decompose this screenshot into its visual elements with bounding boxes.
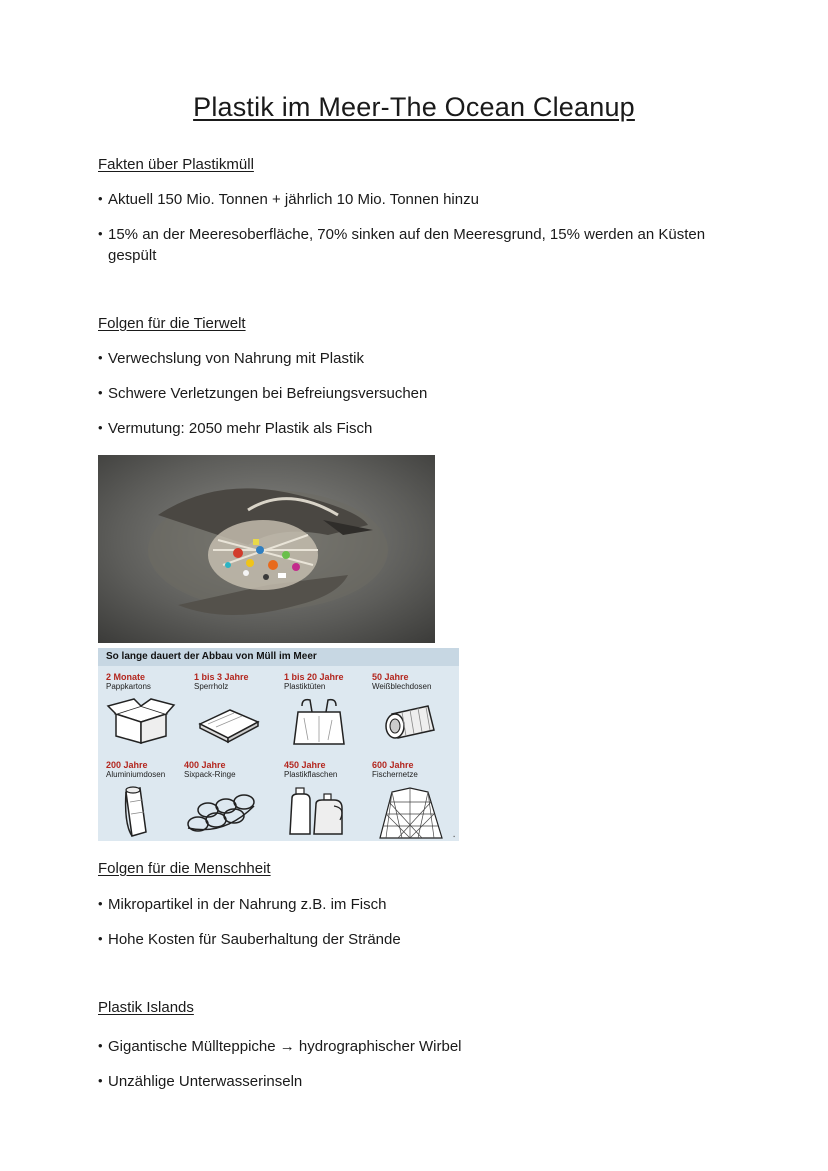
infographic-title: So lange dauert der Abbau von Müll im Meer <box>98 648 459 666</box>
section-heading-wildlife: Folgen für die Tierwelt <box>98 315 246 332</box>
aluminium-can-icon <box>106 784 176 840</box>
bullet-icon: • <box>98 226 103 241</box>
degradation-item: 1 bis 20 Jahre Plastiktüten <box>284 672 370 748</box>
section-heading-humanity: Folgen für die Menschheit <box>98 860 271 877</box>
bullet-icon: • <box>98 931 103 946</box>
bullet-icon: • <box>98 1073 103 1088</box>
bullet-icon: • <box>98 896 103 911</box>
degradation-item: 600 Jahre Fischernetze <box>372 760 458 842</box>
degradation-item: 2 Monate Pappkartons <box>106 672 192 744</box>
sixpack-rings-icon <box>184 784 264 840</box>
bullet-icon: • <box>98 191 103 206</box>
section-heading-plastic-islands: Plastik Islands <box>98 999 194 1016</box>
bullet-item: • Aktuell 150 Mio. Tonnen + jährlich 10 Mio. Tonnen hinzu <box>98 189 738 210</box>
albatross-photo <box>98 455 435 643</box>
plastic-bottle-icon <box>284 784 354 840</box>
degradation-item: 50 Jahre Weißblechdosen <box>372 672 458 744</box>
bullet-item: • Vermutung: 2050 mehr Plastik als Fisch <box>98 418 738 439</box>
bullet-icon: • <box>98 350 103 365</box>
image-credit-mark: ▪ <box>453 834 455 840</box>
bullet-icon: • <box>98 1038 103 1053</box>
degradation-item: 450 Jahre Plastikflaschen <box>284 760 370 840</box>
bullet-item: • Gigantische Müllteppiche → hydrographischer Wirbel <box>98 1036 738 1057</box>
plastic-bag-icon <box>284 696 354 748</box>
cardboard-box-icon <box>106 696 176 744</box>
bullet-item: • Verwechslung von Nahrung mit Plastik <box>98 348 738 369</box>
albatross-carcass-icon <box>98 455 435 643</box>
bullet-item: • Hohe Kosten für Sauberhaltung der Strände <box>98 929 738 950</box>
tin-can-icon <box>372 696 442 744</box>
bullet-item: • 15% an der Meeresoberfläche, 70% sinken auf den Meeresgrund, 15% werden an Küsten gespült <box>98 224 738 266</box>
bullet-icon: • <box>98 420 103 435</box>
degradation-item: 1 bis 3 Jahre Sperrholz <box>194 672 280 744</box>
section-heading-facts: Fakten über Plastikmüll <box>98 156 254 173</box>
degradation-infographic <box>98 648 459 841</box>
degradation-item: 400 Jahre Sixpack-Ringe <box>184 760 270 840</box>
bullet-item: • Unzählige Unterwasserinseln <box>98 1071 738 1092</box>
bullet-item: • Mikropartikel in der Nahrung z.B. im Fisch <box>98 894 738 915</box>
bullet-item: • Schwere Verletzungen bei Befreiungsversuchen <box>98 383 738 404</box>
degradation-item: 200 Jahre Aluminiumdosen <box>106 760 192 840</box>
plywood-icon <box>194 696 264 744</box>
page-title: Plastik im Meer-The Ocean Cleanup <box>193 92 635 122</box>
bullet-icon: • <box>98 385 103 400</box>
fishing-net-icon <box>372 784 448 842</box>
